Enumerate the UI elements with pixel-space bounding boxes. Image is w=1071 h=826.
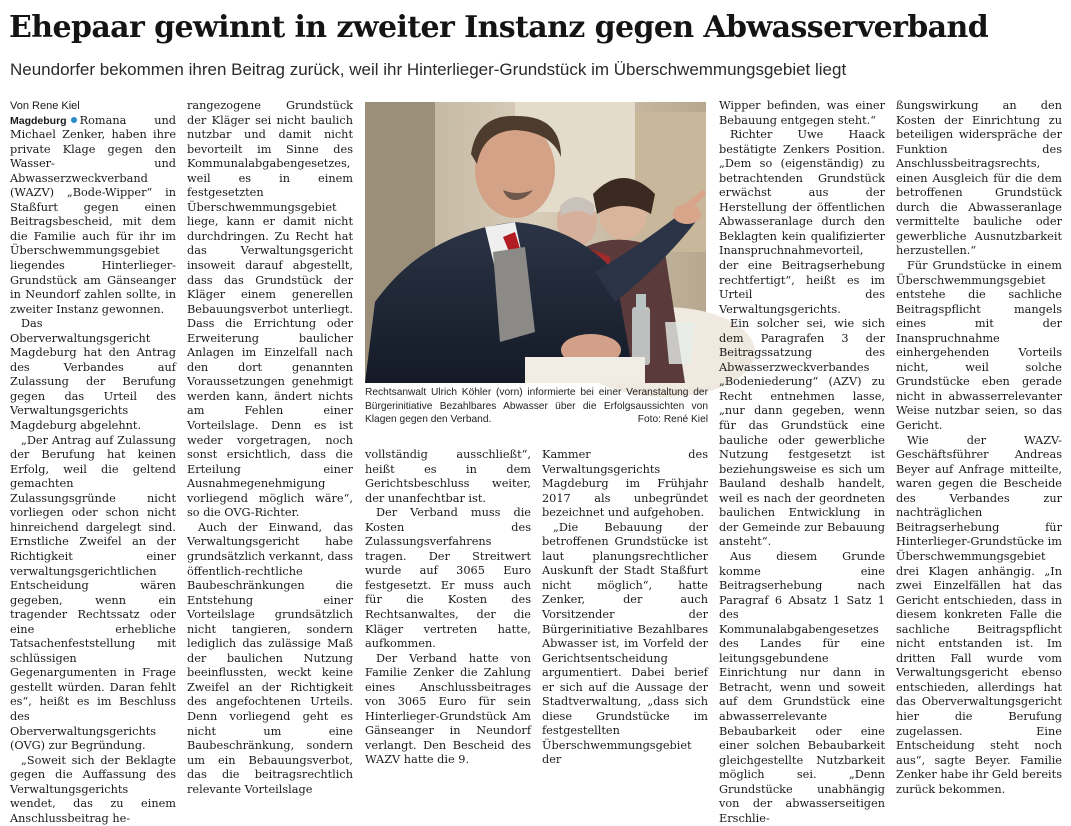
paragraph: Romana und Michael Zenker, haben ihre private Klage gegen den Wasser- und Abwasserzweckverband (WAZV) „Bode-Wipper“ in Staßfurt gegen einen Beitragsbescheid, mit dem die Familie auch für ihr im Überschwemmungsgebiet liegendes Hinterlieger-Grundstück am Gänseanger in Neundorf zahlen sollte, in zweiter Instanz gewonnen. — [10, 113, 176, 316]
text-column-1 — [10, 99, 176, 825]
paragraph: „Soweit sich der Beklagte gegen die Auffassung des Verwaltungsgerichts wendet, das zu einem Anschlussbeitrag he- — [10, 753, 176, 825]
text-column-5 — [896, 99, 1063, 796]
photo-credit: Foto: René Kiel — [637, 414, 708, 425]
paragraph: Ein solcher sei, wie sich dem Paragrafen 3 der Beitragssatzung des Abwasserzweckverbandes „Bodeniederung“ (AZV) zu Recht entnehmen lasse, „nur dann gegeben, wenn für das Grundstück eine bauliche oder gewerbliche Nutzung festgesetzt ist beziehungsweise es sich um Bauland deshalb handelt, weil es nach der geordneten baulichen Entwicklung in der Gemeinde zur Bebauung ansteht“. — [719, 317, 885, 549]
text-column-3b — [542, 448, 708, 767]
lead-paragraph — [10, 114, 176, 318]
paragraph: Für Grundstücke in einem Überschwemmungsgebiet entstehe die sachliche Beitragspflicht mangels eines mit der Inanspruchnahme einhergehenden Vorteils nicht, weil solche Grundstücke eben gerade nicht in abwasserrelevanter Weise nutzbar seien, so das Gericht. — [896, 259, 1062, 433]
dateline-dot-icon — [71, 117, 77, 123]
paragraph: ßungswirkung an den Kosten der Einrichtung zu beteiligen widerspräche der Funktion des Anschlussbeitragsrechts, einen Ausgleich für die dem betroffenen Grundstück durch die Abwasseranlage vermittelte bauliche oder gewerbliche Ausnutzbarkeit herzustellen.“ — [896, 99, 1062, 258]
paragraph: Das Oberverwaltungsgericht Magdeburg hat den Antrag des Verbandes auf Zulassung der Berufung gegen das Urteil des Verwaltungsgerichts Magdeburg abgelehnt. — [10, 317, 176, 433]
photo-caption — [365, 386, 708, 438]
byline: Von Rene Kiel — [10, 100, 80, 112]
paragraph: Aus diesem Grunde komme eine Beitragserhebung nach Paragraf 6 Absatz 1 Satz 1 des Kommunalabgabengesetzes des Landes für eine leitungsgebundene Einrichtung nur dann in Betracht, wenn und soweit auf dem Grundstück eine abwasserrelevante Bebaubarkeit oder eine einer solchen Bebaubarkeit gleichgestellte Nutzbarkeit möglich sei. „Denn Grundstücke unabhängig von der abwasserseitigen Erschlie- — [719, 549, 885, 825]
paragraph: vollständig ausschließt“, heißt es in dem Gerichtsbeschluss weiter, der unanfechtbar ist. — [365, 448, 531, 505]
paragraph: Der Verband muss die Kosten des Zulassungsverfahrens tragen. Der Streitwert wurde auf 3065 Euro festgesetzt. Er muss auch für die Kosten des Rechtsanwaltes, der die Kläger vertreten hatte, aufkommen. — [365, 506, 531, 651]
text-column-4 — [719, 99, 885, 825]
paragraph: Kammer des Verwaltungsgerichts Magdeburg im Frühjahr 2017 als unbegründet bezeichnet und aufgehoben. — [542, 448, 708, 520]
paragraph: Wie der WAZV-Geschäftsführer Andreas Beyer auf Anfrage mitteilte, waren gegen die Bescheide des Verbandes zur nachträglichen Beitragserhebung für Hinterlieger-Grundstücke im Überschwemmungsgebiet drei Klagen anhängig. „In zwei Einzelfällen hat das Gericht entschieden, dass in diesem konkreten Falle die sachliche Beitragspflicht nicht entstanden ist. Im dritten Fall wurde vom Verwaltungsgericht ebenso entschieden, allerdings hat das Oberverwaltungsgericht hier die Berufung zugelassen. Eine Entscheidung steht noch aus“, sagte Beyer. Familie Zenker habe ihr Geld bereits zurück bekommen. — [896, 433, 1063, 796]
article-photo — [365, 102, 706, 383]
dateline: Magdeburg — [10, 114, 67, 127]
paragraph: Auch der Einwand, das Verwaltungsgericht habe grundsätzlich verkannt, dass öffentlich-rechtliche Baubeschränkungen die Entstehung einer Vorteilslage grundsätzlich nicht tangieren, sondern lediglich das zulässige Maß der baulichen Nutzung beeinflussten, weckt keine Zweifel an der Richtigkeit des angefochtenen Urteils. Denn vorliegend geht es nicht um eine Baubeschränkung, sondern um ein Bebauungsverbot, das die beitragsrechtlich relevante Vorteilslage — [187, 520, 353, 796]
text-column-2 — [187, 99, 353, 796]
article-headline: Ehepaar gewinnt in zweiter Instanz gegen Abwasserverband — [9, 10, 989, 45]
article-subtitle: Neundorfer bekommen ihren Beitrag zurück, weil ihr Hinterlieger-Grundstück im Überschwemmungsgebiet liegt — [10, 60, 847, 79]
paragraph: „Die Bebauung der betroffenen Grundstücke ist laut planungsrechtlicher Auskunft der Stadt Staßfurt nicht möglich“, hatte Zenker, der auch Vorsitzender der Bürgerinitiative Bezahlbares Abwasser ist, im Vorfeld der Gerichtsentscheidung argumentiert. Dabei berief er sich auf die Aussage der Stadtverwaltung, „dass sich diese Grundstücke im festgestellten Überschwemmungsgebiet der — [542, 520, 708, 767]
paragraph: Wipper befinden, was einer Bebauung entgegen steht.“ — [719, 99, 885, 127]
paragraph: „Der Antrag auf Zulassung der Berufung hat keinen Erfolg, weil die geltend gemachten Zulassungsgründe nicht vorliegen oder schon nicht hinreichend dargelegt sind. Ernstliche Zweifel an der Richtigkeit einer verwaltungsgerichtlichen Entscheidung wären gegeben, wenn ein tragender Rechtssatz oder eine erhebliche Tatsachenfeststellung mit schlüssigen Gegenargumenten in Frage gestellt würden. Daran fehlt es“, heißt es im Beschluss des Oberverwaltungsgerichts (OVG) zur Begründung. — [10, 433, 176, 753]
paragraph: Der Verband hatte von Familie Zenker die Zahlung eines Anschlussbeitrages von 3065 Euro für sein Hinterlieger-Grundstück Am Gänseanger in Neundorf verlangt. Den Bescheid des WAZV hatte die 9. — [365, 651, 531, 767]
paragraph: Richter Uwe Haack bestätigte Zenkers Position. „Dem so (eigenständig) zu betrachtenden Grundstück erwächst aus der Herstellung der öffentlichen Abwasseranlage durch den Beklagten kein qualifizierter Inanspruchnahmevorteil, der eine Beitragserhebung rechtfertigt“, heißt es im Urteil des Verwaltungsgerichts. — [719, 128, 885, 316]
text-column-3a — [365, 448, 531, 767]
text-column-3 — [365, 448, 708, 767]
paragraph: rangezogene Grundstück der Kläger sei nicht baulich nutzbar und damit nicht bevorteilt im Sinne des Kommunalabgabengesetzes, weil es in einem festgesetzten Überschwemmungsgebiet liege, kann er damit nicht durchdringen. Zu Recht hat das Verwaltungsgericht insoweit darauf abgestellt, dass das Grundstück der Kläger einem generellen Bebauungsverbot unterliegt. Dass die Errichtung oder Erweiterung baulicher Anlagen im Einzelfall nach den dort genannten Voraussetzungen genehmigt werden kann, ändert nichts am Fehlen einer Vorteilslage. Denn es ist weder vorgetragen, noch sonst ersichtlich, dass die Erteilung einer Ausnahmegenehmigung vorliegend möglich wäre“, so die OVG-Richter. — [187, 99, 353, 520]
caption-text: Rechtsanwalt Ulrich Köhler (vorn) informierte bei einer Veranstaltung der Bürgerinitiative Bezahlbares Abwasser über die Erfolgsaussichten von Klagen gegen den Verband. — [365, 387, 708, 425]
photo-illustration — [365, 102, 706, 383]
